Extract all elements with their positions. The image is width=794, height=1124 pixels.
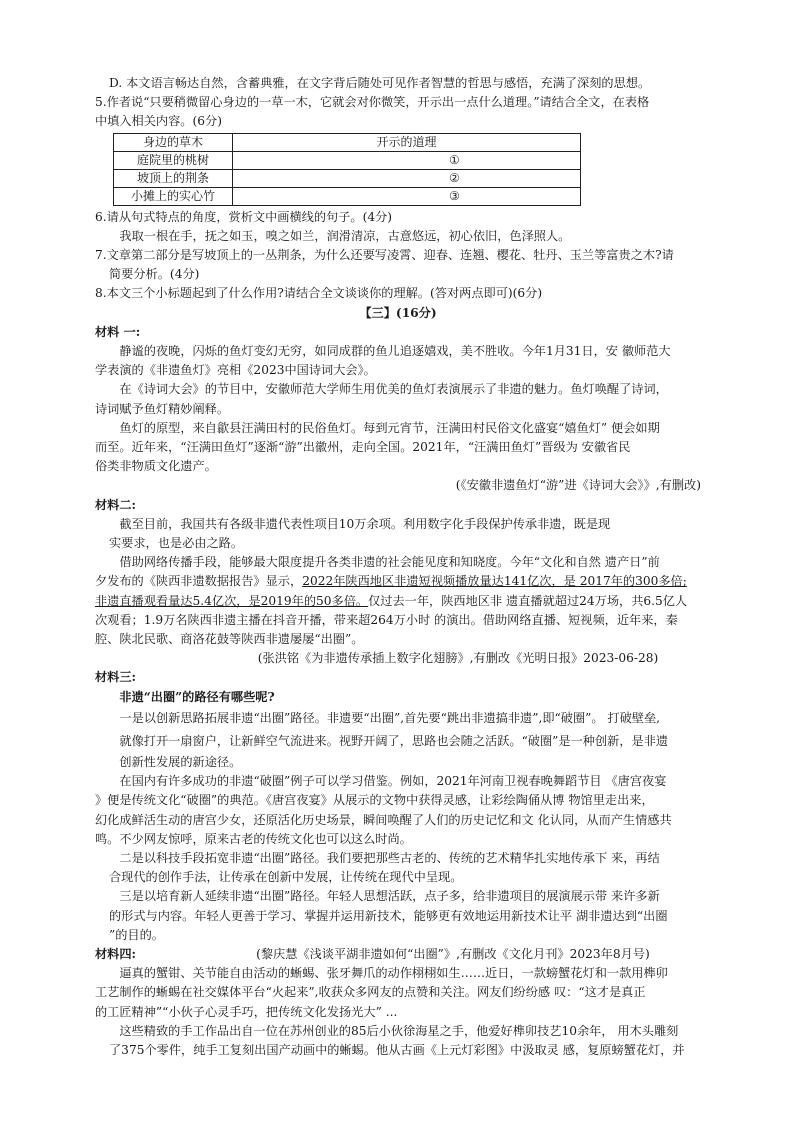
m2-paragraph: 借助网络传播手段，能够最大限度提升各类非遗的社会能见度和知晓度。今年“文化和自然 遗产日”前 — [119, 555, 660, 570]
table-cell-plant: 坡顶上的荆条 — [114, 169, 233, 187]
m3-paragraph: 的形式与内容。年轻人更善于学习、掌握并运用新技术，能够更有效地运用新技术让平 湖非遗达到“出圈 — [109, 908, 668, 923]
m2-underlined-text: 非遗直播观看量达5.4亿次，是2019年的50多倍。 — [95, 593, 369, 608]
m3-paragraph: 》便是传统文化“破圈”的典范。《唐宫夜宴》从展示的文物中获得灵感，让彩绘陶俑从博 物馆里走出来， — [95, 793, 654, 808]
m2-paragraph — [95, 592, 701, 611]
m3-paragraph: 合现代的创作手法，让传承在创新中发展，让传统在现代中呈现。 — [109, 870, 463, 885]
document-page — [95, 74, 701, 1060]
m3-paragraph: 一是以创新思路拓展非遗“出圈”路径。非遗要“出圈”,首先要“跳出非遗搞非遗”,即“破圈”。 打破壁垒, — [119, 710, 661, 725]
m2-text: 夕发布的《陕西非遗数据报告》显示， — [95, 574, 303, 589]
m2-paragraph: 实要求，也是必由之路。 — [109, 536, 244, 551]
table-row — [114, 169, 581, 187]
m2-paragraph: 次观看；1.9万名陕西非遗主播在抖音开播，带来超264万小时 的演出。借助网络直播、短视频，近年来，秦 — [95, 612, 678, 627]
m1-paragraph: 学表演的《非遗鱼灯》亮相《2023中国诗词大会》。 — [95, 363, 376, 378]
m3-paragraph: 就像打开一扇窗户，让新鲜空气流进来。视野开阔了，思路也会随之活跃。“破圈”是一种创新，是非遗 — [119, 733, 669, 748]
m2-text: 仅过去一年，陕西地区非 遗直播就超过24万场，共6.5亿人 — [368, 593, 688, 608]
m1-source: (《安徽非遗鱼灯“游”进《诗词大会》》,有删改) — [455, 478, 701, 493]
q7-prompt-line1: 7.文章第二部分是写坡顶上的一丛荆条，为什么还要写凌霄、迎春、连翘、樱花、牡丹、玉兰等富贵之木?请 — [95, 248, 674, 263]
m1-paragraph: 诗词赋予鱼灯精妙阐释。 — [95, 401, 230, 416]
blank-number: ② — [449, 170, 460, 185]
m2-source: (张洪铭《为非遗传承插上数字化翅膀》,有删改《光明日报》2023-06-28) — [257, 651, 659, 666]
material-4-heading-row — [95, 945, 701, 964]
table-header-plant: 身边的草木 — [114, 133, 233, 151]
m1-paragraph: 在《诗词大会》的节目中，安徽师范大学师生用优美的鱼灯表演展示了非遗的魅力。鱼灯唤醒了诗词， — [119, 382, 668, 397]
answer-blank[interactable] — [233, 169, 581, 187]
q5-prompt-line2: 中填入相关内容。(6分) — [95, 114, 222, 129]
m3-paragraph: 在国内有许多成功的非遗“破圈”例子可以学习借鉴。例如，2021年河南卫视春晚舞蹈节目 《唐宫夜宴 — [119, 774, 667, 789]
q5-prompt-line1: 5.作者说“只要稍微留心身边的一草一木，它就会对你微笑，开示出一点什么道理。”请结合全文，在表格 — [95, 95, 650, 110]
section-heading: 【三】(16分) — [359, 305, 437, 320]
blank-number: ③ — [449, 188, 460, 203]
answer-blank[interactable] — [233, 151, 581, 169]
table-header-row — [114, 133, 581, 151]
q8-prompt: 8.本文三个小标题起到了什么作用?请结合全文谈谈你的理解。(答对两点即可)(6分) — [95, 286, 543, 301]
m3-title: 非遗“出圈”的路径有哪些呢? — [119, 689, 275, 704]
m2-paragraph: 截至目前，我国共有各级非遗代表性项目10万余项。利用数字化手段保护传承非遗，既是现 — [119, 516, 611, 531]
m2-paragraph — [95, 572, 701, 591]
m4-paragraph: 逼真的蟹钳、关节能自由活动的蜥蜴、张牙舞爪的动作栩栩如生……近日，一款螃蟹花灯和一款用榫卯 — [119, 966, 668, 981]
m3-paragraph: 创新性发展的新途径。 — [119, 754, 242, 769]
table-cell-plant: 小摊上的实心竹 — [114, 187, 233, 205]
table-row — [114, 187, 581, 205]
answer-blank[interactable] — [233, 187, 581, 205]
m3-paragraph: 二是以科技手段拓宽非遗“出圈”路径。我们要把那些古老的、传统的艺术精华扎实地传承下 来，再结 — [119, 850, 660, 865]
blank-number: ① — [449, 152, 460, 167]
material-4-heading: 材料四: — [95, 946, 137, 961]
table-cell-plant: 庭院里的桃树 — [114, 151, 233, 169]
q5-answer-table — [113, 133, 581, 206]
m3-paragraph: 三是以培育新人延续非遗“出圈”路径。年轻人思想活跃，点子多，给非遗项目的展演展示带 来许多新 — [119, 889, 660, 904]
m3-source: (黎庆慧《浅谈平湖非遗如何“出圈”》,有删改《文化月刊》2023年8月号) — [256, 946, 650, 961]
m1-paragraph: 俗类非物质文化遗产。 — [95, 459, 217, 474]
m3-paragraph: 幻化成鲜活生动的唐宫少女，还原活化历史场景，瞬间唤醒了人们的历史记忆和文 化认同，从而产生情感共 — [95, 812, 672, 827]
m1-paragraph: 鱼灯的原型，来自歙县汪满田村的民俗鱼灯。每到元宵节，汪满田村民俗文化盛宴“嬉鱼灯” 便会如期 — [119, 420, 660, 435]
material-2-heading: 材料二: — [95, 497, 137, 512]
m4-paragraph: 的工匠精神”“小伙子心灵手巧，把传统文化发扬光大” ... — [95, 1004, 398, 1019]
q6-prompt: 6.请从句式特点的角度，赏析文中画横线的句子。(4分) — [95, 209, 393, 224]
m2-underlined-text: 2022年陕西地区非遗短视频播放量达141亿次，是 2017年的300多倍; — [302, 574, 687, 589]
m4-paragraph: 工艺制作的蜥蜴在社交媒体平台“火起来”,收获众多网友的点赞和关注。网友们纷纷感 叹：“这才是真正 — [95, 985, 646, 1000]
m3-paragraph: 鸣。不少网友惊呼，原来古老的传统文化也可以这么时尚。 — [95, 831, 412, 846]
material-1-heading: 材料 一: — [95, 324, 141, 339]
q7-prompt-line2: 简要分析。(4分) — [109, 267, 200, 282]
m1-paragraph: 而至。近年来，“汪满田鱼灯”逐渐“游”出徽州，走向全国。2021年，“汪满田鱼灯”晋级为 安徽省民 — [95, 440, 631, 455]
table-header-principle: 开示的道理 — [233, 133, 581, 151]
material-3-heading: 材料三: — [95, 670, 137, 685]
m3-paragraph: ”的目的。 — [109, 927, 164, 942]
q6-quoted-sentence: 我取一根在手，抚之如玉，嗅之如兰，润滑清凉，古意悠远，初心依旧，色泽照人。 — [119, 228, 571, 243]
m4-paragraph: 这些精致的手工作品出自一位在苏州创业的85后小伙徐海星之手，他爱好榫卯技艺10余年， 用木头雕刻 — [119, 1023, 679, 1038]
m1-paragraph: 静谧的夜晚，闪烁的鱼灯变幻无穷，如同成群的鱼儿追逐嬉戏，美不胜收。今年1月31日，安 徽师范大 — [119, 344, 671, 359]
q4-option-d: D. 本文语言畅达自然，含蓄典雅，在文字背后随处可见作者智慧的哲思与感悟，充满了深刻的思想。 — [109, 76, 651, 90]
m2-paragraph: 腔、陕北民歌、商洛花鼓等陕西非遗屡屡“出圈”。 — [95, 632, 364, 647]
table-row — [114, 151, 581, 169]
m4-paragraph: 了375个零件，纯手工复刻出国产动画中的蜥蜴。他从古画《上元灯彩图》中汲取灵 感，复原螃蟹花灯，并 — [109, 1042, 685, 1057]
